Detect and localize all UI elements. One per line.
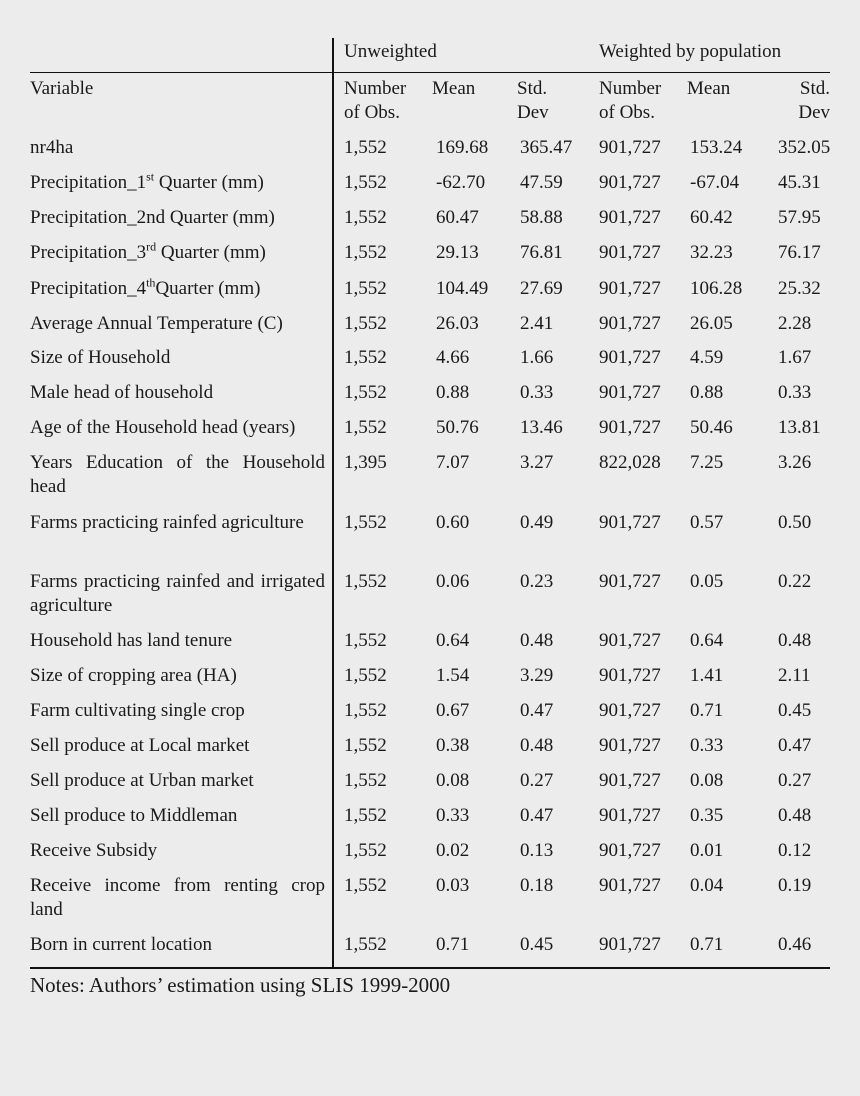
cell-unweighted-mean: 0.64: [436, 630, 470, 651]
cell-unweighted-obs: 1,552: [344, 417, 387, 438]
cell-unweighted-sd: 365.47: [520, 137, 573, 158]
col-header-unweighted-mean: Mean: [432, 78, 476, 99]
cell-weighted-obs: 901,727: [599, 805, 661, 826]
cell-weighted-obs: 901,727: [599, 242, 661, 263]
cell-unweighted-obs: 1,552: [344, 137, 387, 158]
group-header-unweighted: Unweighted: [344, 41, 437, 62]
cell-unweighted-obs: 1,395: [344, 452, 387, 473]
top-rule: [30, 72, 830, 73]
cell-unweighted-obs: 1,552: [344, 382, 387, 403]
cell-weighted-sd: 0.19: [778, 875, 812, 896]
cell-unweighted-mean: 0.88: [436, 382, 470, 403]
cell-unweighted-mean: 0.60: [436, 512, 470, 533]
cell-weighted-mean: 0.05: [690, 571, 724, 592]
cell-weighted-sd: 0.27: [778, 770, 812, 791]
cell-unweighted-obs: 1,552: [344, 242, 387, 263]
cell-unweighted-mean: 0.67: [436, 700, 470, 721]
cell-unweighted-mean: 60.47: [436, 207, 479, 228]
cell-weighted-sd: 25.32: [778, 278, 821, 299]
cell-unweighted-sd: 2.41: [520, 313, 554, 334]
cell-unweighted-obs: 1,552: [344, 875, 387, 896]
group-header-weighted: Weighted by population: [599, 41, 782, 62]
row-label: Sell produce to Middleman: [30, 805, 238, 826]
bottom-rule: [30, 967, 830, 969]
col-header-unweighted-obs: Number of Obs.: [344, 78, 407, 123]
cell-weighted-sd: 0.47: [778, 735, 812, 756]
cell-unweighted-mean: 1.54: [436, 665, 470, 686]
cell-weighted-mean: 60.42: [690, 207, 733, 228]
cell-weighted-obs: 901,727: [599, 347, 661, 368]
cell-unweighted-obs: 1,552: [344, 278, 387, 299]
cell-unweighted-mean: 4.66: [436, 347, 470, 368]
cell-unweighted-sd: 0.47: [520, 805, 554, 826]
cell-unweighted-obs: 1,552: [344, 630, 387, 651]
cell-unweighted-sd: 1.66: [520, 347, 554, 368]
cell-unweighted-obs: 1,552: [344, 665, 387, 686]
cell-weighted-sd: 13.81: [778, 417, 821, 438]
cell-weighted-sd: 3.26: [778, 452, 812, 473]
cell-weighted-sd: 2.11: [778, 665, 811, 686]
row-label: Receive income from renting crop land: [30, 875, 325, 920]
row-label: Sell produce at Urban market: [30, 770, 254, 791]
cell-weighted-obs: 901,727: [599, 875, 661, 896]
cell-unweighted-mean: 0.71: [436, 934, 470, 955]
cell-unweighted-mean: 0.33: [436, 805, 470, 826]
cell-unweighted-obs: 1,552: [344, 770, 387, 791]
row-label: Farms practicing rainfed and irrigated agriculture: [30, 571, 325, 616]
cell-weighted-obs: 901,727: [599, 630, 661, 651]
cell-weighted-obs: 901,727: [599, 770, 661, 791]
cell-unweighted-mean: 0.02: [436, 840, 470, 861]
cell-unweighted-sd: 0.49: [520, 512, 554, 533]
cell-weighted-sd: 0.46: [778, 934, 812, 955]
cell-unweighted-sd: 0.23: [520, 571, 554, 592]
cell-unweighted-obs: 1,552: [344, 805, 387, 826]
column-divider: [332, 38, 334, 969]
cell-weighted-obs: 822,028: [599, 452, 661, 473]
cell-weighted-sd: 57.95: [778, 207, 821, 228]
cell-weighted-sd: 0.48: [778, 630, 812, 651]
cell-weighted-mean: 7.25: [690, 452, 724, 473]
cell-weighted-sd: 76.17: [778, 242, 821, 263]
col-header-weighted-mean: Mean: [687, 78, 731, 99]
cell-weighted-mean: 0.04: [690, 875, 724, 896]
row-label: Average Annual Temperature (C): [30, 313, 283, 334]
cell-weighted-mean: 153.24: [690, 137, 743, 158]
row-label: Precipitation_3rd Quarter (mm): [30, 239, 266, 263]
row-label: nr4ha: [30, 137, 74, 158]
cell-unweighted-sd: 3.27: [520, 452, 554, 473]
cell-weighted-mean: 0.35: [690, 805, 724, 826]
cell-weighted-obs: 901,727: [599, 417, 661, 438]
cell-weighted-mean: 4.59: [690, 347, 724, 368]
cell-unweighted-obs: 1,552: [344, 735, 387, 756]
row-label: Sell produce at Local market: [30, 735, 250, 756]
cell-weighted-obs: 901,727: [599, 382, 661, 403]
cell-unweighted-sd: 3.29: [520, 665, 554, 686]
row-label: Age of the Household head (years): [30, 417, 296, 438]
cell-weighted-sd: 0.12: [778, 840, 812, 861]
table-notes: Notes: Authors’ estimation using SLIS 1999-2000: [30, 973, 451, 997]
row-label: Household has land tenure: [30, 630, 233, 651]
col-header-weighted-sd: Std. Dev: [798, 78, 830, 123]
cell-weighted-obs: 901,727: [599, 700, 661, 721]
cell-unweighted-mean: 29.13: [436, 242, 479, 263]
row-label: Precipitation_1st Quarter (mm): [30, 169, 264, 193]
cell-weighted-sd: 45.31: [778, 172, 821, 193]
cell-unweighted-sd: 0.13: [520, 840, 554, 861]
row-label: Precipitation_2nd Quarter (mm): [30, 207, 275, 228]
cell-unweighted-obs: 1,552: [344, 207, 387, 228]
row-label: Farm cultivating single crop: [30, 700, 245, 721]
cell-unweighted-mean: 0.38: [436, 735, 470, 756]
col-header-unweighted-sd: Std. Dev: [517, 78, 549, 123]
cell-unweighted-obs: 1,552: [344, 934, 387, 955]
cell-weighted-sd: 352.05: [778, 137, 831, 158]
cell-weighted-obs: 901,727: [599, 313, 661, 334]
cell-weighted-sd: 0.33: [778, 382, 812, 403]
cell-weighted-sd: 0.22: [778, 571, 812, 592]
cell-weighted-mean: 0.33: [690, 735, 724, 756]
cell-weighted-mean: 1.41: [690, 665, 724, 686]
cell-weighted-mean: 0.71: [690, 934, 724, 955]
cell-unweighted-obs: 1,552: [344, 840, 387, 861]
cell-weighted-obs: 901,727: [599, 840, 661, 861]
cell-weighted-obs: 901,727: [599, 665, 661, 686]
row-label: Farms practicing rainfed agriculture: [30, 512, 304, 533]
cell-weighted-obs: 901,727: [599, 137, 661, 158]
cell-unweighted-sd: 27.69: [520, 278, 563, 299]
cell-weighted-sd: 2.28: [778, 313, 812, 334]
row-label: Size of Household: [30, 347, 171, 368]
cell-unweighted-sd: 0.27: [520, 770, 554, 791]
col-header-weighted-obs: Number of Obs.: [599, 78, 662, 123]
cell-weighted-sd: 0.48: [778, 805, 812, 826]
cell-unweighted-mean: 0.08: [436, 770, 470, 791]
cell-weighted-mean: 50.46: [690, 417, 733, 438]
cell-weighted-mean: 26.05: [690, 313, 733, 334]
cell-unweighted-obs: 1,552: [344, 172, 387, 193]
cell-unweighted-sd: 0.45: [520, 934, 554, 955]
row-label: Precipitation_4thQuarter (mm): [30, 275, 261, 299]
row-label: Size of cropping area (HA): [30, 665, 237, 686]
cell-weighted-obs: 901,727: [599, 735, 661, 756]
cell-unweighted-sd: 0.48: [520, 630, 554, 651]
cell-unweighted-obs: 1,552: [344, 571, 387, 592]
cell-weighted-obs: 901,727: [599, 278, 661, 299]
row-label: Years Education of the Household head: [30, 452, 325, 497]
cell-unweighted-obs: 1,552: [344, 512, 387, 533]
cell-unweighted-sd: 76.81: [520, 242, 563, 263]
cell-weighted-mean: -67.04: [690, 172, 740, 193]
row-label: Male head of household: [30, 382, 214, 403]
cell-unweighted-obs: 1,552: [344, 313, 387, 334]
cell-unweighted-sd: 47.59: [520, 172, 563, 193]
cell-weighted-mean: 106.28: [690, 278, 743, 299]
cell-unweighted-sd: 13.46: [520, 417, 563, 438]
row-label: Receive Subsidy: [30, 840, 158, 861]
cell-weighted-sd: 0.45: [778, 700, 812, 721]
cell-weighted-mean: 0.08: [690, 770, 724, 791]
cell-weighted-sd: 1.67: [778, 347, 812, 368]
cell-weighted-mean: 0.71: [690, 700, 724, 721]
cell-unweighted-mean: 26.03: [436, 313, 479, 334]
cell-unweighted-mean: 169.68: [436, 137, 489, 158]
cell-weighted-mean: 0.64: [690, 630, 724, 651]
cell-unweighted-obs: 1,552: [344, 700, 387, 721]
cell-weighted-mean: 0.88: [690, 382, 724, 403]
cell-weighted-obs: 901,727: [599, 172, 661, 193]
cell-unweighted-mean: 0.03: [436, 875, 470, 896]
variable-header: Variable: [30, 78, 94, 99]
cell-unweighted-mean: 104.49: [436, 278, 489, 299]
cell-unweighted-mean: 50.76: [436, 417, 479, 438]
cell-unweighted-mean: 0.06: [436, 571, 470, 592]
cell-unweighted-mean: 7.07: [436, 452, 470, 473]
cell-weighted-obs: 901,727: [599, 207, 661, 228]
cell-unweighted-mean: -62.70: [436, 172, 486, 193]
cell-unweighted-obs: 1,552: [344, 347, 387, 368]
cell-weighted-obs: 901,727: [599, 934, 661, 955]
cell-unweighted-sd: 58.88: [520, 207, 563, 228]
cell-unweighted-sd: 0.18: [520, 875, 554, 896]
cell-weighted-sd: 0.50: [778, 512, 812, 533]
cell-weighted-obs: 901,727: [599, 571, 661, 592]
cell-weighted-mean: 32.23: [690, 242, 733, 263]
cell-unweighted-sd: 0.48: [520, 735, 554, 756]
cell-weighted-obs: 901,727: [599, 512, 661, 533]
cell-unweighted-sd: 0.33: [520, 382, 554, 403]
cell-weighted-mean: 0.01: [690, 840, 724, 861]
cell-unweighted-sd: 0.47: [520, 700, 554, 721]
cell-weighted-mean: 0.57: [690, 512, 724, 533]
row-label: Born in current location: [30, 934, 213, 955]
